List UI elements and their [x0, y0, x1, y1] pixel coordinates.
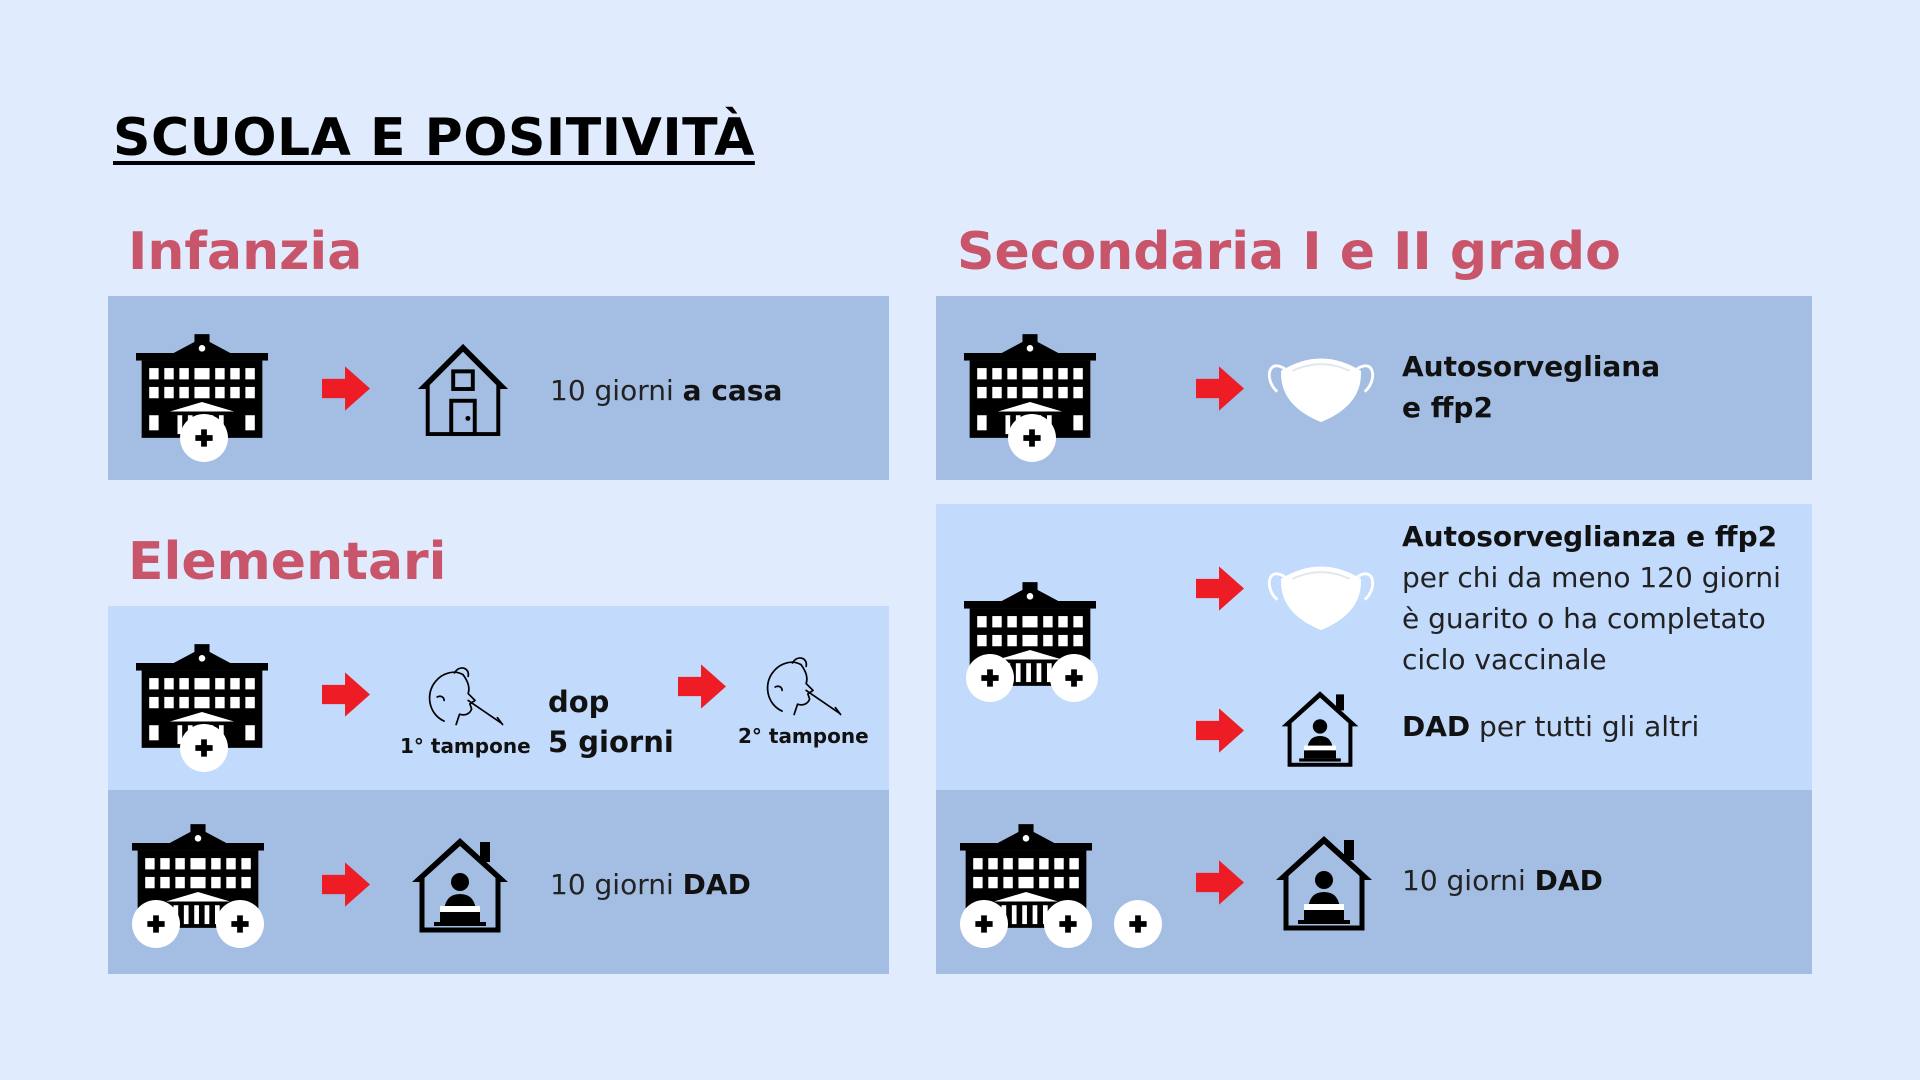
remote-learning-home-icon: [1274, 832, 1374, 932]
panel-secondaria-triple: [936, 790, 1812, 974]
arrow-right-icon: [678, 664, 726, 709]
positive-case-icon: [216, 900, 264, 948]
arrow-right-icon: [1196, 708, 1244, 753]
arrow-right-icon: [1196, 366, 1244, 411]
arrow-right-icon: [1196, 860, 1244, 905]
secondaria-vaccinated-text: Autosorveglianza e ffp2 per chi da meno 120 giorni è guarito o ha completato ciclo vaccinale: [1402, 520, 1781, 676]
elementari-dad-text: 10 giorni DAD: [550, 868, 751, 901]
infanzia-text: 10 giorni a casa: [550, 374, 783, 407]
first-swab-label: 1° tampone: [400, 734, 531, 758]
panel-elementari-double: [108, 790, 889, 974]
section-title-elementari: Elementari: [128, 532, 447, 592]
arrow-right-icon: [322, 862, 370, 907]
positive-case-icon: [960, 900, 1008, 948]
second-swab-label: 2° tampone: [738, 724, 869, 748]
panel-secondaria-single: [936, 296, 1812, 480]
positive-case-icon: [180, 414, 228, 462]
swab-test-icon: [420, 662, 506, 732]
positive-case-icon: [1050, 654, 1098, 702]
page-title: SCUOLA E POSITIVITÀ: [113, 108, 755, 168]
remote-learning-home-icon: [410, 834, 510, 934]
panel-infanzia: [108, 296, 889, 480]
secondaria-dad-text: 10 giorni DAD: [1402, 864, 1603, 897]
positive-case-icon: [1044, 900, 1092, 948]
swab-test-icon: [758, 652, 844, 722]
positive-case-icon: [180, 724, 228, 772]
section-title-infanzia: Infanzia: [128, 222, 363, 282]
arrow-right-icon: [1196, 566, 1244, 611]
section-title-secondaria: Secondaria I e II grado: [957, 222, 1621, 282]
wait-label: dop 5 giorni: [548, 685, 674, 759]
secondaria-others-text: DAD per tutti gli altri: [1402, 710, 1700, 743]
positive-case-icon: [966, 654, 1014, 702]
ffp2-mask-icon: [1264, 556, 1378, 632]
ffp2-mask-icon: [1264, 348, 1378, 424]
remote-learning-home-icon: [1280, 688, 1360, 768]
panel-elementari-single: [108, 606, 889, 790]
positive-case-icon: [1008, 414, 1056, 462]
positive-case-icon: [132, 900, 180, 948]
arrow-right-icon: [322, 366, 370, 411]
secondaria-single-text: Autosorvegliana e ffp2: [1402, 350, 1661, 424]
positive-case-icon: [1114, 900, 1162, 948]
home-icon: [414, 340, 512, 438]
arrow-right-icon: [322, 672, 370, 717]
panel-secondaria-double: [936, 504, 1812, 790]
